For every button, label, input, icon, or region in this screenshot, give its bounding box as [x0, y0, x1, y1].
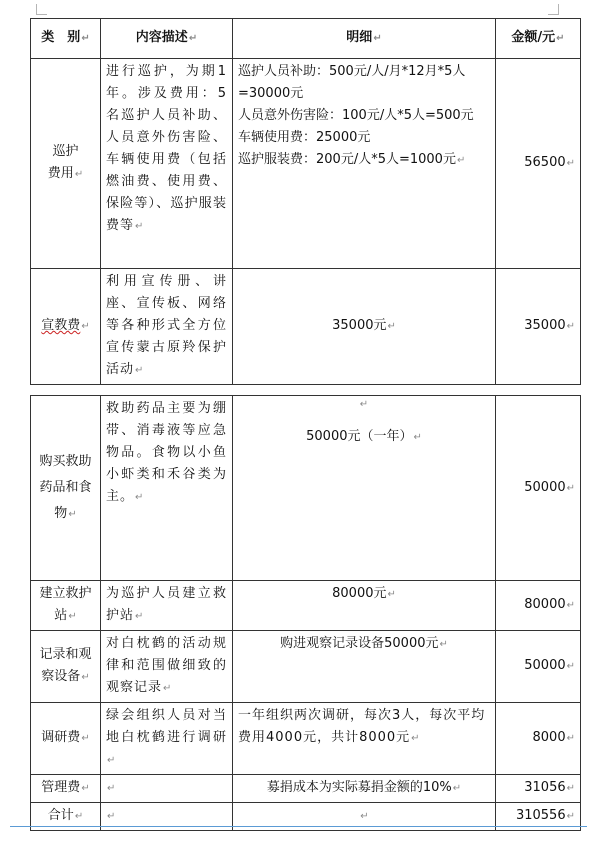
- observation-amount: 50000: [524, 658, 566, 673]
- patrol-description: 进行巡护，为期1年。涉及费用：5名巡护人员补助、人员意外伤害险、车辆使用费（包括燃油费、使用费、保险等）、巡护服装费等: [106, 64, 227, 233]
- header-category: 类 别: [41, 30, 81, 45]
- budget-table-part-2: [30, 395, 581, 831]
- observation-detail-cell: [233, 631, 496, 703]
- research-description-cell: [101, 703, 233, 775]
- promotion-category-cell: [31, 269, 101, 385]
- station-description-cell: [101, 581, 233, 631]
- paragraph-mark: ↵: [456, 155, 466, 166]
- research-detail: 一年组织两次调研，每次3人，每次平均费用4000元，共计8000元: [238, 708, 486, 745]
- medicine-amount-cell: [496, 396, 581, 581]
- observation-description-cell: [101, 631, 233, 703]
- patrol-detail-line-1: 巡护人员补助：500元/人/月*12月*5人=30000元: [238, 64, 466, 101]
- promotion-amount-cell: [496, 269, 581, 385]
- patrol-category-line2: 费用: [47, 166, 74, 181]
- paragraph-mark: ↵: [81, 733, 90, 744]
- total-category: 合计: [47, 808, 74, 823]
- paragraph-mark: ↵: [359, 399, 369, 410]
- patrol-description-cell: [101, 59, 233, 269]
- patrol-detail-line-4: 巡护服装费：200元/人*5人=1000元: [238, 152, 456, 167]
- paragraph-mark: ↵: [566, 321, 575, 332]
- paragraph-mark: ↵: [135, 492, 145, 503]
- paragraph-mark: ↵: [566, 783, 575, 794]
- management-amount-cell: [496, 775, 581, 803]
- paragraph-mark: ↵: [107, 755, 117, 766]
- promotion-description-cell: [101, 269, 233, 385]
- page-corner-mark-left: [36, 4, 47, 15]
- paragraph-mark: ↵: [439, 639, 448, 650]
- observation-category: 记录和观察设备: [39, 647, 92, 684]
- paragraph-mark: ↵: [360, 811, 369, 822]
- paragraph-mark: ↵: [556, 33, 565, 44]
- observation-detail: 购进观察记录设备50000元: [280, 636, 439, 651]
- station-category: 建立救护站: [39, 586, 92, 623]
- observation-amount-cell: [496, 631, 581, 703]
- header-description: 内容描述: [135, 30, 188, 45]
- research-description: 绿会组织人员对当地白枕鹤进行调研: [106, 708, 227, 745]
- research-amount-cell: [496, 703, 581, 775]
- total-amount: 310556: [515, 808, 566, 823]
- paragraph-mark: ↵: [566, 600, 575, 611]
- table-row-research: [31, 703, 581, 775]
- patrol-category-line1: 巡护: [52, 144, 79, 159]
- medicine-description-cell: [101, 396, 233, 581]
- paragraph-mark: ↵: [81, 783, 90, 794]
- station-detail: 80000元: [332, 586, 387, 601]
- medicine-amount: 50000: [524, 479, 566, 495]
- management-amount: 31056: [524, 780, 566, 795]
- research-category: 调研费: [41, 730, 81, 745]
- promotion-description: 利用宣传册、讲座、宣传板、网络等各种形式全方位宣传蒙古原羚保护活动: [106, 274, 227, 377]
- station-description: 为巡护人员建立救护站: [106, 586, 227, 623]
- management-detail-cell: [233, 775, 496, 803]
- paragraph-mark: ↵: [74, 169, 84, 180]
- paragraph-mark: ↵: [74, 811, 84, 822]
- table-row-management: [31, 775, 581, 803]
- paragraph-mark: ↵: [107, 783, 116, 794]
- paragraph-mark: ↵: [452, 783, 462, 794]
- paragraph-mark: ↵: [387, 589, 396, 600]
- header-detail-cell: [233, 19, 496, 59]
- management-category: 管理费: [41, 780, 81, 795]
- patrol-detail-line-3: 车辆使用费：25000元: [238, 130, 371, 145]
- observation-description: 对白枕鹤的活动规律和范围做细致的观察记录: [106, 636, 227, 695]
- paragraph-mark: ↵: [68, 508, 77, 520]
- header-category-cell: [31, 19, 101, 59]
- table-row-medicine: [31, 396, 581, 581]
- research-detail-cell: [233, 703, 496, 775]
- header-amount-cell: [496, 19, 581, 59]
- paragraph-mark: ↵: [68, 611, 77, 622]
- patrol-category-cell: [31, 59, 101, 269]
- header-amount: 金额/元: [511, 30, 556, 45]
- paragraph-mark: ↵: [413, 432, 422, 443]
- paragraph-mark: ↵: [188, 33, 198, 44]
- paragraph-mark: ↵: [411, 733, 421, 744]
- medicine-category: 购买救助药品和食物: [39, 453, 92, 521]
- patrol-detail-line-2: 人员意外伤害险：100元/人*5人=500元: [238, 108, 474, 123]
- paragraph-mark: ↵: [373, 33, 382, 44]
- paragraph-mark: ↵: [566, 733, 575, 744]
- paragraph-mark: ↵: [81, 33, 90, 44]
- paragraph-mark: ↵: [135, 365, 145, 376]
- promotion-amount: 35000: [524, 318, 566, 333]
- paragraph-mark: ↵: [135, 221, 145, 232]
- paragraph-mark: ↵: [566, 158, 575, 169]
- management-category-cell: [31, 775, 101, 803]
- page-bottom-divider: [10, 826, 587, 827]
- research-category-cell: [31, 703, 101, 775]
- paragraph-mark: ↵: [107, 811, 116, 822]
- table-row-observation: [31, 631, 581, 703]
- paragraph-mark: ↵: [566, 811, 575, 822]
- medicine-detail: 50000元（一年）: [306, 429, 413, 444]
- medicine-category-cell: [31, 396, 101, 581]
- table-header-row: [31, 19, 581, 59]
- paragraph-mark: ↵: [566, 482, 575, 494]
- observation-category-cell: [31, 631, 101, 703]
- table-row-patrol: [31, 59, 581, 269]
- budget-table-part-1: [30, 18, 581, 385]
- research-amount: 8000: [532, 730, 566, 745]
- station-category-cell: [31, 581, 101, 631]
- table-row-promotion: [31, 269, 581, 385]
- patrol-amount: 56500: [524, 155, 566, 170]
- paragraph-mark: ↵: [163, 683, 173, 694]
- paragraph-mark: ↵: [81, 321, 90, 332]
- header-description-cell: [101, 19, 233, 59]
- station-amount-cell: [496, 581, 581, 631]
- paragraph-mark: ↵: [387, 321, 396, 332]
- promotion-category: 宣教费: [41, 318, 81, 333]
- patrol-detail-cell: [233, 59, 496, 269]
- patrol-amount-cell: [496, 59, 581, 269]
- page-corner-mark-right: [548, 4, 559, 15]
- promotion-detail: 35000元: [332, 318, 387, 333]
- medicine-detail-cell: [233, 396, 496, 581]
- paragraph-mark: ↵: [135, 611, 145, 622]
- header-detail: 明细: [346, 30, 373, 45]
- promotion-detail-cell: [233, 269, 496, 385]
- management-detail: 募捐成本为实际募捐金额的10%: [266, 780, 452, 795]
- paragraph-mark: ↵: [81, 672, 90, 683]
- table-row-station: [31, 581, 581, 631]
- management-description-cell: [101, 775, 233, 803]
- station-detail-cell: [233, 581, 496, 631]
- medicine-description: 救助药品主要为绷带、消毒液等应急物品。食物以小鱼小虾类和禾谷类为主。: [106, 401, 227, 504]
- station-amount: 80000: [524, 597, 566, 612]
- paragraph-mark: ↵: [566, 661, 575, 672]
